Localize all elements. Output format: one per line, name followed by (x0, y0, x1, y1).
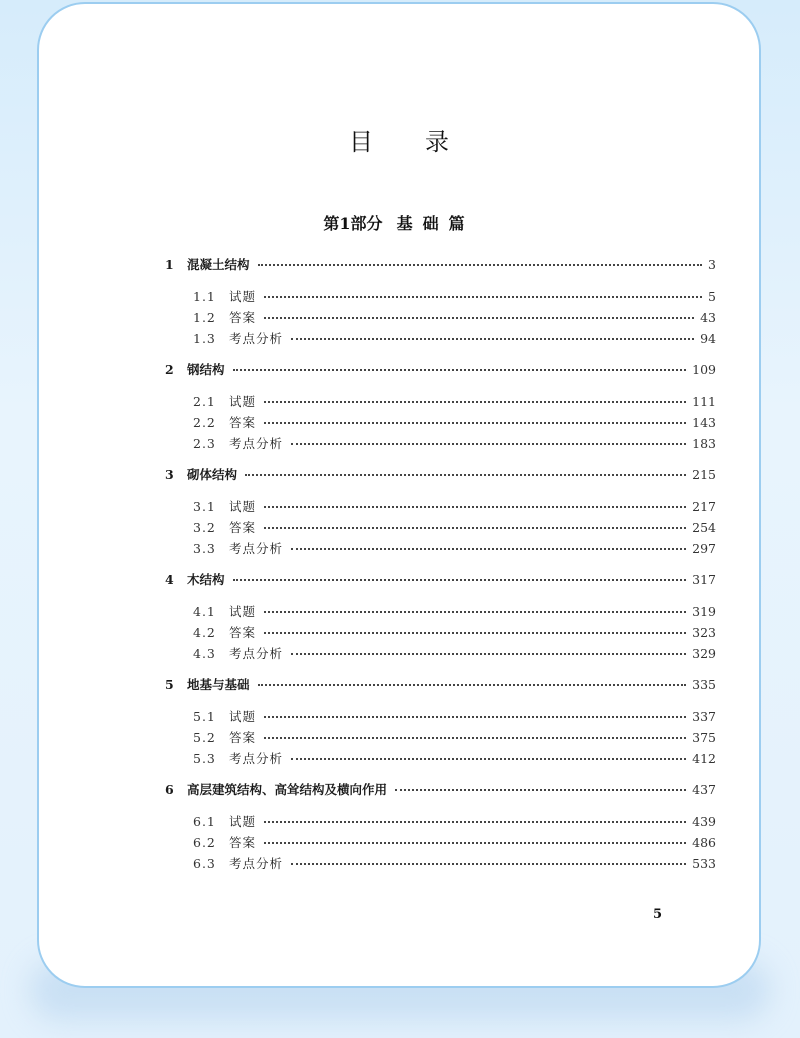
section-label: 答案 (229, 730, 257, 745)
chapter-label: 地基与基础 (187, 677, 250, 692)
dot-leader (264, 737, 686, 739)
toc-section-3-2[interactable] (165, 517, 716, 538)
dot-leader (264, 422, 686, 424)
chapter-page: 3 (708, 257, 716, 272)
dot-leader (264, 716, 686, 718)
section-page: 319 (692, 604, 716, 619)
section-number: 6.3 (193, 856, 216, 871)
dot-leader (264, 611, 686, 613)
dot-leader (264, 401, 686, 403)
chapter-page: 215 (692, 467, 716, 482)
dot-leader (233, 579, 687, 581)
chapter-label: 木结构 (187, 572, 225, 587)
toc-chapter-6[interactable] (165, 779, 716, 800)
toc-section-1-3[interactable] (165, 328, 716, 349)
dot-leader (264, 632, 686, 634)
toc-title: 目录 (349, 128, 501, 156)
dot-leader (264, 296, 702, 298)
chapter-number: 2 (165, 362, 174, 377)
section-number: 6.1 (193, 814, 216, 829)
dot-leader (264, 527, 686, 529)
section-page: 297 (692, 541, 716, 556)
chapter-label: 砌体结构 (187, 467, 238, 482)
dot-leader (264, 317, 694, 319)
dot-leader (291, 443, 686, 445)
section-label: 试题 (229, 394, 257, 409)
section-label: 试题 (229, 604, 257, 619)
section-page: 329 (692, 646, 716, 661)
section-page: 323 (692, 625, 716, 640)
section-number: 3.2 (193, 520, 216, 535)
table-of-contents (165, 254, 716, 874)
section-number: 3.3 (193, 541, 216, 556)
section-label: 试题 (229, 709, 257, 724)
toc-section-5-2[interactable] (165, 727, 716, 748)
section-page: 217 (692, 499, 716, 514)
chapter-page: 437 (692, 782, 716, 797)
section-label: 答案 (229, 625, 257, 640)
part-heading (39, 211, 759, 234)
section-number: 3.1 (193, 499, 216, 514)
toc-section-4-3[interactable] (165, 643, 716, 664)
chapter-number: 6 (165, 782, 174, 797)
dot-leader (291, 863, 686, 865)
section-label: 试题 (229, 814, 257, 829)
chapter-label: 混凝土结构 (187, 257, 250, 272)
chapter-page: 109 (692, 362, 716, 377)
section-number: 4.3 (193, 646, 216, 661)
section-number: 6.2 (193, 835, 216, 850)
chapter-label: 钢结构 (187, 362, 225, 377)
toc-section-4-2[interactable] (165, 622, 716, 643)
section-number: 1.3 (193, 331, 216, 346)
toc-section-6-2[interactable] (165, 832, 716, 853)
chapter-page: 317 (692, 572, 716, 587)
section-page: 5 (708, 289, 716, 304)
dot-leader (291, 338, 694, 340)
section-page: 439 (692, 814, 716, 829)
section-number: 2.2 (193, 415, 216, 430)
section-label: 考点分析 (229, 331, 284, 346)
toc-chapter-3[interactable] (165, 464, 716, 485)
section-number: 2.3 (193, 436, 216, 451)
section-label: 考点分析 (229, 436, 284, 451)
toc-chapter-1[interactable] (165, 254, 716, 275)
section-label: 试题 (229, 289, 257, 304)
section-label: 试题 (229, 499, 257, 514)
section-number: 4.1 (193, 604, 216, 619)
section-label: 答案 (229, 835, 257, 850)
chapter-number: 5 (165, 677, 174, 692)
section-label: 考点分析 (229, 646, 284, 661)
dot-leader (291, 653, 686, 655)
page-number: 5 (652, 907, 662, 922)
section-page: 143 (692, 415, 716, 430)
dot-leader (233, 369, 687, 371)
toc-section-3-3[interactable] (165, 538, 716, 559)
section-number: 1.1 (193, 289, 216, 304)
section-label: 考点分析 (229, 541, 284, 556)
toc-section-5-1[interactable] (165, 706, 716, 727)
chapter-number: 1 (165, 257, 174, 272)
chapter-number: 4 (165, 572, 174, 587)
section-number: 2.1 (193, 394, 216, 409)
section-number: 5.3 (193, 751, 216, 766)
section-page: 337 (692, 709, 716, 724)
dot-leader (291, 758, 686, 760)
toc-chapter-5[interactable] (165, 674, 716, 695)
toc-section-2-1[interactable] (165, 391, 716, 412)
chapter-number: 3 (165, 467, 174, 482)
dot-leader (245, 474, 686, 476)
toc-chapter-2[interactable] (165, 359, 716, 380)
section-label: 考点分析 (229, 751, 284, 766)
chapter-page: 335 (692, 677, 716, 692)
section-number: 4.2 (193, 625, 216, 640)
section-page: 254 (692, 520, 716, 535)
section-page: 412 (692, 751, 716, 766)
toc-section-1-2[interactable] (165, 307, 716, 328)
toc-section-3-1[interactable] (165, 496, 716, 517)
toc-chapter-4[interactable] (165, 569, 716, 590)
dot-leader (291, 548, 686, 550)
dot-leader (395, 789, 686, 791)
section-label: 答案 (229, 520, 257, 535)
toc-section-4-1[interactable] (165, 601, 716, 622)
section-number: 1.2 (193, 310, 216, 325)
dot-leader (264, 842, 686, 844)
section-page: 183 (692, 436, 716, 451)
part-name: 基础篇 (396, 214, 475, 233)
section-page: 43 (700, 310, 716, 325)
toc-section-1-1[interactable] (165, 286, 716, 307)
section-page: 375 (692, 730, 716, 745)
toc-section-6-1[interactable] (165, 811, 716, 832)
section-label: 答案 (229, 310, 257, 325)
toc-section-2-3[interactable] (165, 433, 716, 454)
toc-section-5-3[interactable] (165, 748, 716, 769)
document-page (37, 2, 761, 988)
dot-leader (264, 506, 686, 508)
dot-leader (264, 821, 686, 823)
dot-leader (258, 684, 687, 686)
dot-leader (258, 264, 703, 266)
part-number: 第1部分 (323, 214, 383, 233)
section-page: 94 (700, 331, 716, 346)
section-label: 考点分析 (229, 856, 284, 871)
section-page: 486 (692, 835, 716, 850)
toc-section-2-2[interactable] (165, 412, 716, 433)
chapter-label: 高层建筑结构、高耸结构及横向作用 (187, 782, 388, 797)
section-number: 5.2 (193, 730, 216, 745)
section-page: 111 (692, 394, 716, 409)
section-page: 533 (692, 856, 716, 871)
section-number: 5.1 (193, 709, 216, 724)
toc-section-6-3[interactable] (165, 853, 716, 874)
section-label: 答案 (229, 415, 257, 430)
